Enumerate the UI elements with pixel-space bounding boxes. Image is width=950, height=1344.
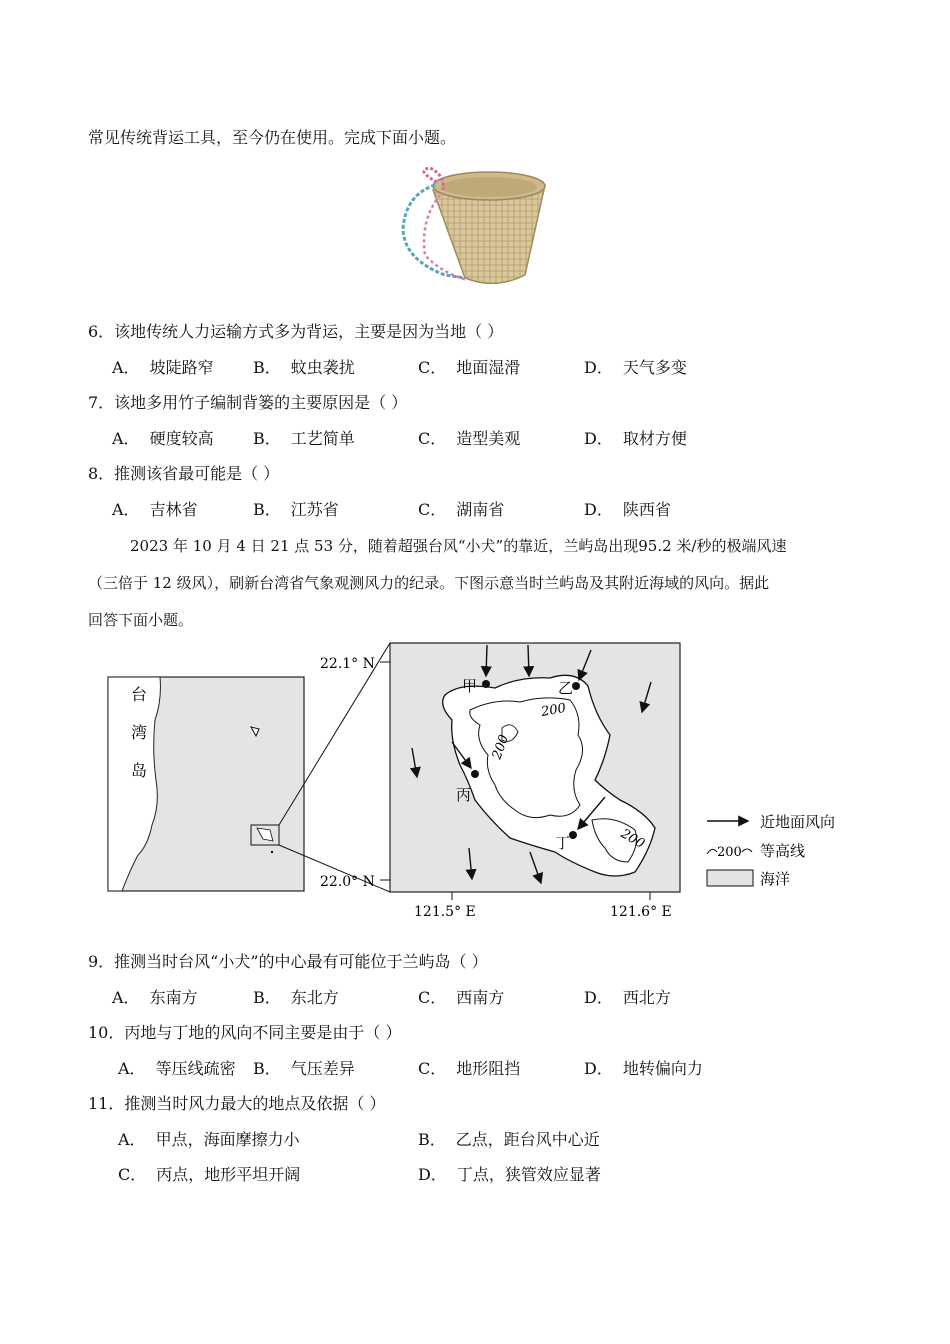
q8-option-b[interactable]: B． 江苏省 bbox=[253, 500, 339, 519]
passage-line-3: 回答下面小题。 bbox=[88, 611, 194, 629]
basket-image bbox=[385, 160, 565, 295]
q7-stem: 7．该地多用竹子编制背篓的主要原因是（ ） bbox=[88, 393, 408, 412]
island-char-3: 岛 bbox=[131, 761, 148, 780]
point-bing: 丙 bbox=[456, 786, 472, 804]
q7-option-b[interactable]: B． 工艺简单 bbox=[253, 429, 355, 448]
q6-option-a[interactable]: A． 坡陡路窄 bbox=[112, 358, 214, 377]
point-ding: 丁 bbox=[555, 834, 571, 852]
q6-option-c[interactable]: C． 地面湿滑 bbox=[418, 358, 521, 377]
passage-line-2: （三倍于 12 级风），刷新台湾省气象观测风力的纪录。下图示意当时兰屿岛及其附近海域的风向。据此 bbox=[88, 574, 770, 592]
q11-option-c[interactable]: C． 丙点，地形平坦开阔 bbox=[118, 1165, 301, 1184]
q9-option-b[interactable]: B． 东北方 bbox=[253, 988, 339, 1007]
q6-stem: 6．该地传统人力运输方式多为背运，主要是因为当地（ ） bbox=[88, 322, 504, 341]
intro-text: 常见传统背运工具，至今仍在使用。完成下面小题。 bbox=[88, 128, 457, 147]
island-char-1: 台 bbox=[131, 685, 148, 704]
lon-right-label: 121.6° E bbox=[610, 904, 672, 920]
q11-stem: 11．推测当时风力最大的地点及依据（ ） bbox=[88, 1094, 386, 1113]
q11-option-d[interactable]: D． 丁点，狭管效应显著 bbox=[418, 1165, 601, 1184]
q11-option-b[interactable]: B． 乙点，距台风中心近 bbox=[418, 1130, 600, 1149]
lat-top-label: 22.1° N bbox=[320, 656, 375, 672]
lanyu-wind-map bbox=[100, 640, 860, 925]
q7-option-d[interactable]: D． 取材方便 bbox=[584, 429, 687, 448]
q10-stem: 10．丙地与丁地的风向不同主要是由于（ ） bbox=[88, 1023, 402, 1042]
q10-option-d[interactable]: D． 地转偏向力 bbox=[584, 1059, 703, 1078]
lon-left-label: 121.5° E bbox=[414, 904, 476, 920]
q9-stem: 9．推测当时台风“小犬”的中心最有可能位于兰屿岛（ ） bbox=[88, 952, 488, 971]
q8-option-c[interactable]: C． 湖南省 bbox=[418, 500, 505, 519]
lat-bottom-label: 22.0° N bbox=[320, 874, 375, 890]
q8-stem: 8．推测该省最可能是（ ） bbox=[88, 464, 280, 483]
q7-option-a[interactable]: A． 硬度较高 bbox=[112, 429, 214, 448]
legend-contour: 等高线 bbox=[760, 842, 806, 860]
q9-option-c[interactable]: C． 西南方 bbox=[418, 988, 505, 1007]
legend-contour-sample: 200 bbox=[717, 845, 742, 860]
q6-option-d[interactable]: D． 天气多变 bbox=[584, 358, 687, 377]
q10-option-a[interactable]: A． 等压线疏密 bbox=[118, 1059, 236, 1078]
map-legend bbox=[707, 813, 835, 888]
q8-option-d[interactable]: D． 陕西省 bbox=[584, 500, 671, 519]
lanyu-detail-map bbox=[390, 643, 680, 892]
contour-label-3: 200 bbox=[618, 826, 648, 852]
contour-label-1: 200 bbox=[540, 700, 568, 720]
q8-option-a[interactable]: A． 吉林省 bbox=[112, 500, 198, 519]
taiwan-inset-map bbox=[108, 677, 304, 891]
island-char-2: 湾 bbox=[131, 723, 148, 742]
q9-option-d[interactable]: D． 西北方 bbox=[584, 988, 671, 1007]
q7-option-c[interactable]: C． 造型美观 bbox=[418, 429, 521, 448]
contour-label-2: 200 bbox=[489, 732, 513, 762]
passage-line-1: 2023 年 10 月 4 日 21 点 53 分，随着超强台风“小犬”的靠近，兰屿岛出现95.2 米/秒的极端风速 bbox=[130, 537, 787, 555]
point-yi: 乙 bbox=[558, 679, 574, 697]
point-jia: 甲 bbox=[462, 677, 478, 695]
legend-ocean: 海洋 bbox=[760, 870, 791, 888]
q10-option-c[interactable]: C． 地形阻挡 bbox=[418, 1059, 521, 1078]
q11-option-a[interactable]: A． 甲点，海面摩擦力小 bbox=[118, 1130, 300, 1149]
legend-wind: 近地面风向 bbox=[760, 813, 836, 831]
q10-option-b[interactable]: B． 气压差异 bbox=[253, 1059, 355, 1078]
q9-option-a[interactable]: A． 东南方 bbox=[112, 988, 198, 1007]
q6-option-b[interactable]: B． 蚊虫袭扰 bbox=[253, 358, 355, 377]
